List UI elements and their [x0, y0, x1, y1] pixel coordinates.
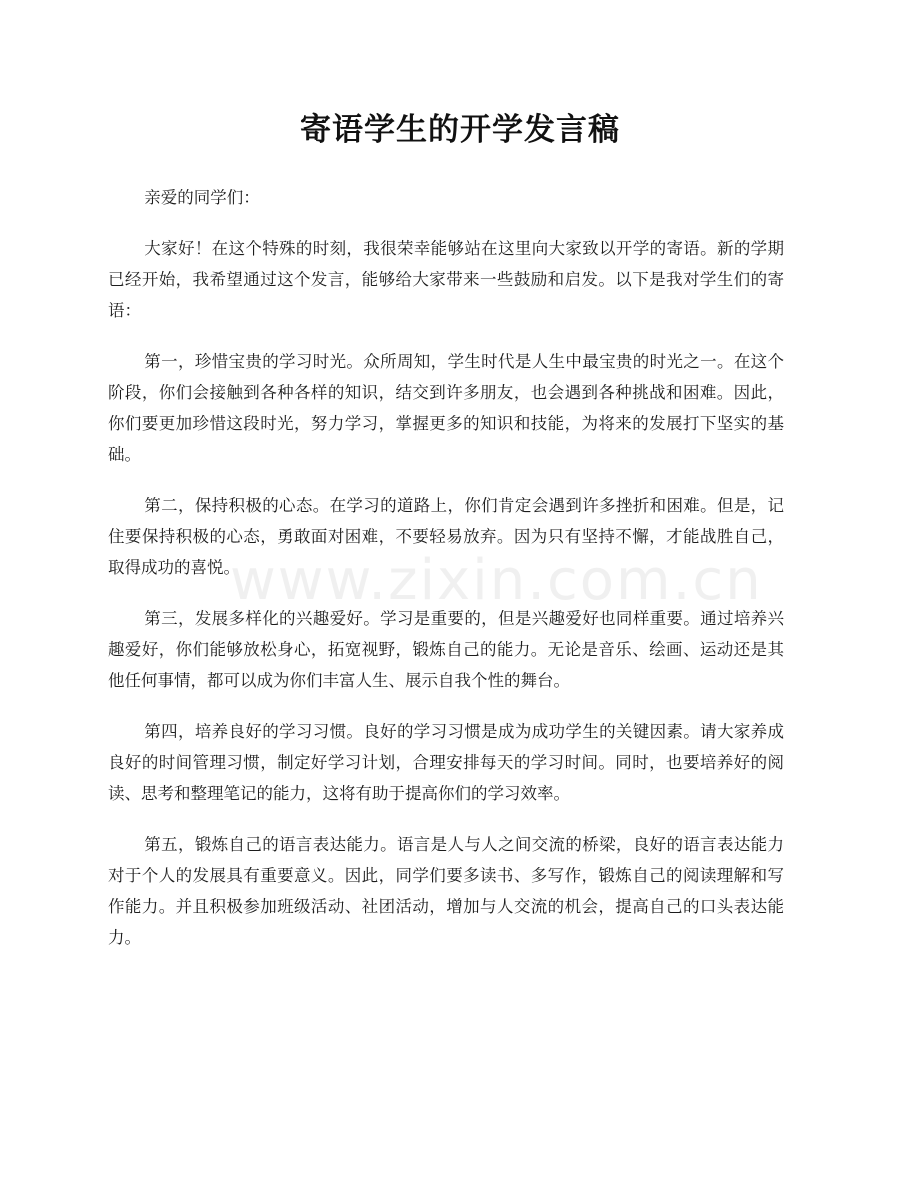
document-title: 寄语学生的开学发言稿 — [300, 112, 620, 148]
point-4-paragraph: 第四，培养良好的学习习惯。良好的学习习惯是成为成功学生的关键因素。请大家养成良好的时间管理习惯，制定好学习计划，合理安排每天的学习时间。同时，也要培养好的阅读、思考和整理笔记的能力，这将有助于提高你们的学习效率。 — [108, 722, 784, 803]
document-body — [108, 182, 784, 973]
watermark: www.zixin.com.cn — [230, 548, 763, 613]
point-2-paragraph: 第二，保持积极的心态。在学习的道路上，你们肯定会遇到许多挫折和困难。但是，记住要保持积极的心态，勇敢面对困难，不要轻易放弃。因为只有坚持不懈，才能战胜自己，取得成功的喜悦。 — [108, 496, 784, 577]
point-3-paragraph: 第三，发展多样化的兴趣爱好。学习是重要的，但是兴趣爱好也同样重要。通过培养兴趣爱好，你们能够放松身心，拓宽视野，锻炼自己的能力。无论是音乐、绘画、运动还是其他任何事情，都可以成为你们丰富人生、展示自我个性的舞台。 — [108, 609, 784, 690]
point-1-paragraph: 第一，珍惜宝贵的学习时光。众所周知，学生时代是人生中最宝贵的时光之一。在这个阶段，你们会接触到各种各样的知识，结交到许多朋友，也会遇到各种挑战和困难。因此，你们要更加珍惜这段时光，努力学习，掌握更多的知识和技能，为将来的发展打下坚实的基础。 — [108, 352, 784, 464]
intro-paragraph: 大家好！在这个特殊的时刻，我很荣幸能够站在这里向大家致以开学的寄语。新的学期已经开始，我希望通过这个发言，能够给大家带来一些鼓励和启发。以下是我对学生们的寄语： — [108, 239, 784, 320]
greeting-paragraph: 亲爱的同学们： — [144, 188, 260, 207]
point-5-paragraph: 第五，锻炼自己的语言表达能力。语言是人与人之间交流的桥梁，良好的语言表达能力对于个人的发展具有重要意义。因此，同学们要多读书、多写作，锻炼自己的阅读理解和写作能力。并且积极参加班级活动、社团活动，增加与人交流的机会，提高自己的口头表达能力。 — [108, 835, 784, 947]
